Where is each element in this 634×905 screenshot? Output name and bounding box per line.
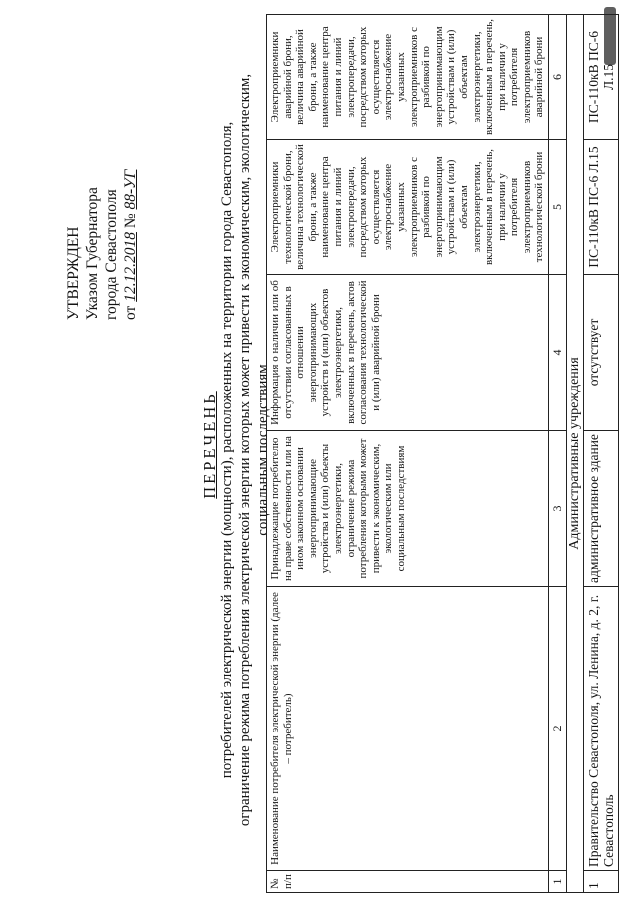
approval-date-line (121, 20, 140, 320)
approval-line-1: УТВЕРЖДЕН (65, 226, 82, 320)
approval-line-3: города Севастополя (103, 189, 120, 320)
approval-line-2: Указом Губернатора (84, 187, 101, 320)
row-number: 1 (584, 871, 619, 893)
row-emergency-reserve: ПС-110кВ ПС-6 Л.15 (584, 15, 619, 140)
table-header-row (267, 15, 549, 893)
column-number-row (549, 15, 567, 893)
subtitle-line-3: социальным последствиям (255, 364, 271, 536)
header-tech-reserve: Электроприемники технологической брони, величина технологической брони, а также наименование центра питания и линий электропередачи, посредством которых осуществляется электроснабжение указанных электроприемников с разбивкой по энергопринимающим устройствам и (или) объектам электроэнергетики, включенным в перечень, при наличии у потребителя электроприемников технологической брони (267, 140, 549, 275)
column-number: 2 (549, 587, 567, 871)
decree-number: 88-УГ (122, 169, 139, 210)
section-title: Административные учреждения (566, 15, 584, 893)
consumers-table (266, 14, 619, 893)
subtitle-line-2: ограничение режима потребления электрической энергии которых может привести к экономическим, экологическим, (237, 73, 253, 827)
header-consumer: Наименование потребителя электрической энергии (далее – потребитель) (267, 587, 549, 871)
header-objects: Принадлежащие потребителю на праве собственности или на ином законном основании энергопринимающие устройства и (или) объекты электроэнергетики, ограничение режима потребления которыми может привести к экономическим, экологическим или социальным последствиям (267, 431, 549, 587)
document-subtitle (218, 5, 272, 895)
row-consumer: Правительство Севастополя, ул. Ленина, д. 2, г. Севастополь (584, 587, 619, 871)
approval-stamp (64, 20, 140, 320)
section-row (566, 15, 584, 893)
header-acts: Информация о наличии или об отсутствии согласованных в отношении энергопринимающих устройств и (или) объектов электроэнергетики, включенных в перечень, актов согласования технологической и (или) аварийной брони (267, 275, 549, 431)
column-number: 5 (549, 140, 567, 275)
column-number: 3 (549, 431, 567, 587)
row-acts: отсутствует (584, 275, 619, 431)
subtitle-line-1: потребителей электрической энергии (мощности), расположенных на территории города Севастополя, (219, 121, 235, 779)
date-prefix: от (122, 301, 139, 320)
document-title: ПЕРЕЧЕНЬ (200, 391, 219, 499)
row-objects: административное здание (584, 431, 619, 587)
row-tech-reserve: ПС-110кВ ПС-6 Л.15 (584, 140, 619, 275)
table-row (584, 15, 619, 893)
column-number: 1 (549, 871, 567, 893)
column-number: 4 (549, 275, 567, 431)
number-prefix: № (122, 209, 139, 233)
date-value: 12.12.2018 (122, 232, 139, 302)
column-number: 6 (549, 15, 567, 140)
header-number: № п/п (267, 871, 549, 893)
header-emergency-reserve: Электроприемники аварийной брони, величина аварийной брони, а также наименование центра питания и линий электропередачи, посредством которых осуществляется электроснабжение указанных электроприемников с разбивкой по энергопринимающим устройствам и (или) объектам электроэнергетики, включенным в перечень, при наличии у потребителя электроприемников аварийной брони (267, 15, 549, 140)
